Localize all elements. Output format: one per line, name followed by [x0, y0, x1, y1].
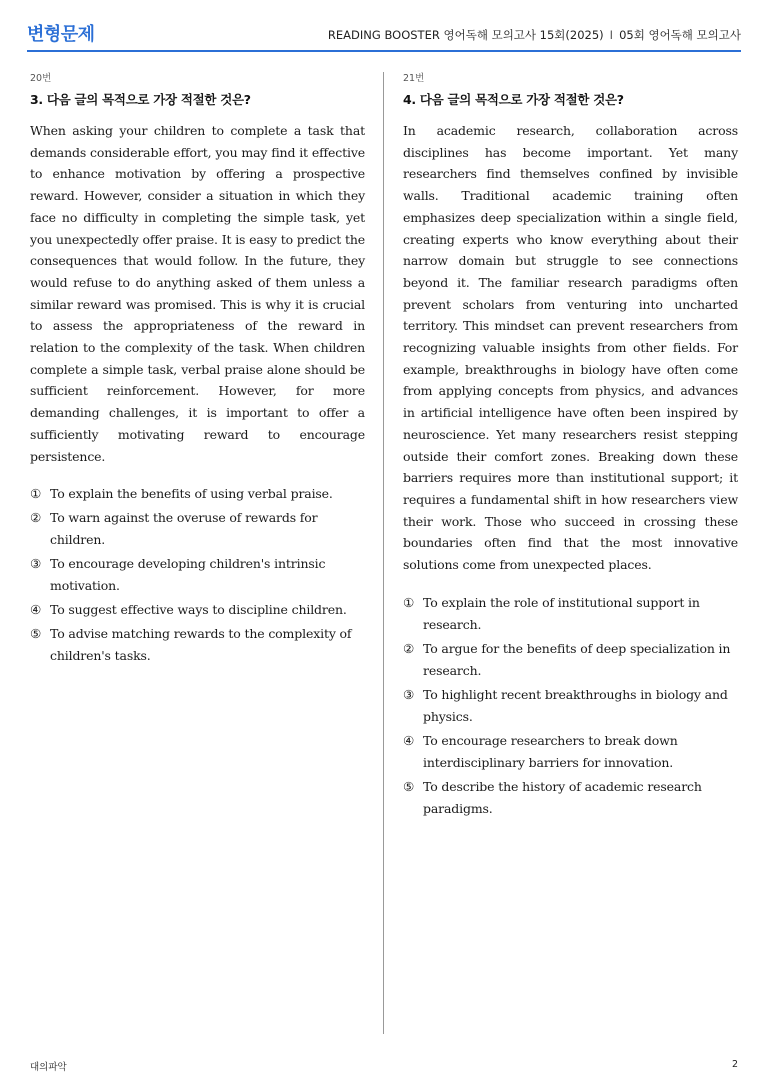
exam-subtitle: 05회 영어독해 모의고사: [619, 28, 741, 42]
question-column-left: [30, 70, 365, 669]
page-header: [27, 0, 741, 52]
question-title: 4. 다음 글의 목적으로 가장 적절한 것은?: [403, 92, 624, 107]
answer-choice[interactable]: [30, 599, 365, 621]
answer-choices: [403, 592, 738, 820]
choice-number: ⑤: [403, 778, 415, 794]
footer-publisher: 대의파악: [30, 1062, 67, 1073]
choice-number: ⑤: [30, 626, 42, 642]
choice-text: To encourage researchers to break down interdisciplinary barriers for innovation.: [423, 732, 678, 770]
choice-text: To explain the benefits of using verbal praise.: [50, 486, 333, 502]
choice-number: ①: [403, 594, 415, 610]
choice-number: ②: [403, 640, 415, 656]
question-title: 3. 다음 글의 목적으로 가장 적절한 것은?: [30, 92, 251, 107]
exam-title: READING BOOSTER 영어독해 모의고사 15회(2025): [327, 28, 604, 42]
header-separator: I: [609, 28, 614, 42]
brand-title: 변형문제: [27, 24, 95, 45]
answer-choice[interactable]: [403, 592, 738, 636]
answer-choice[interactable]: [30, 483, 365, 505]
column-divider: [383, 72, 384, 1034]
choice-text: To describe the history of academic research paradigms.: [423, 778, 702, 816]
choice-number: ③: [403, 686, 415, 702]
choice-number: ②: [30, 510, 42, 526]
answer-choice[interactable]: [403, 776, 738, 820]
header-info: [328, 27, 741, 43]
question-passage: When asking your children to complete a task that demands considerable effort, you may find it effective to enhance motivation by offering a prospective reward. However, consider a situation in which they face no difficulty in completing the simple task, yet you unexpectedly offer praise. It is easy to predict the consequences that would follow. In the future, they would refuse to do anything asked of them unless a similar reward was promised. This is why it is crucial to assess the appropriateness of the reward in relation to the complexity of the task. When children complete a simple task, verbal praise alone should be sufficient reinforcement. However, for more demanding challenges, it is important to offer a sufficiently motivating reward to encourage persistence.: [30, 123, 365, 464]
answer-choice[interactable]: [403, 684, 738, 728]
question-column-right: [403, 70, 738, 822]
choice-text: To explain the role of institutional support in research.: [423, 594, 700, 632]
choice-text: To encourage developing children's intrinsic motivation.: [50, 556, 326, 594]
answer-choice[interactable]: [30, 553, 365, 597]
question-passage: In academic research, collaboration across disciplines has become important. Yet many researchers find themselves confined by invisible walls. Traditional academic training often emphasizes deep specialization within a single field, creating experts who know everything about their narrow domain but struggle to see connections beyond it. The familiar research paradigms often prevent scholars from venturing into uncharted territory. This mindset can prevent researchers from recognizing valuable insights from other fields. For example, breakthroughs in biology have often come from applying concepts from physics, and advances in artificial intelligence have often been inspired by neuroscience. Yet many researchers resist stepping outside their comfort zones. Breaking down these barriers requires more than institutional support; it requires a fundamental shift in how researchers view their work. Those who succeed in crossing these boundaries often find that the most innovative solutions come from unexpected places.: [403, 123, 738, 573]
choice-number: ③: [30, 556, 42, 572]
choice-number: ①: [30, 486, 42, 502]
answer-choice[interactable]: [403, 638, 738, 682]
page-number: 2: [731, 1059, 738, 1070]
answer-choice[interactable]: [403, 730, 738, 774]
question-number-label: 21번: [403, 73, 425, 84]
answer-choices: [30, 483, 365, 667]
choice-text: To advise matching rewards to the complexity of children's tasks.: [50, 626, 352, 664]
choice-text: To suggest effective ways to discipline children.: [50, 602, 347, 618]
answer-choice[interactable]: [30, 507, 365, 551]
choice-number: ④: [30, 602, 42, 618]
choice-number: ④: [403, 732, 415, 748]
choice-text: To warn against the overuse of rewards for children.: [50, 510, 318, 548]
choice-text: To highlight recent breakthroughs in biology and physics.: [423, 686, 728, 724]
answer-choice[interactable]: [30, 623, 365, 667]
question-number-label: 20번: [30, 73, 52, 84]
choice-text: To argue for the benefits of deep specialization in research.: [423, 640, 731, 678]
